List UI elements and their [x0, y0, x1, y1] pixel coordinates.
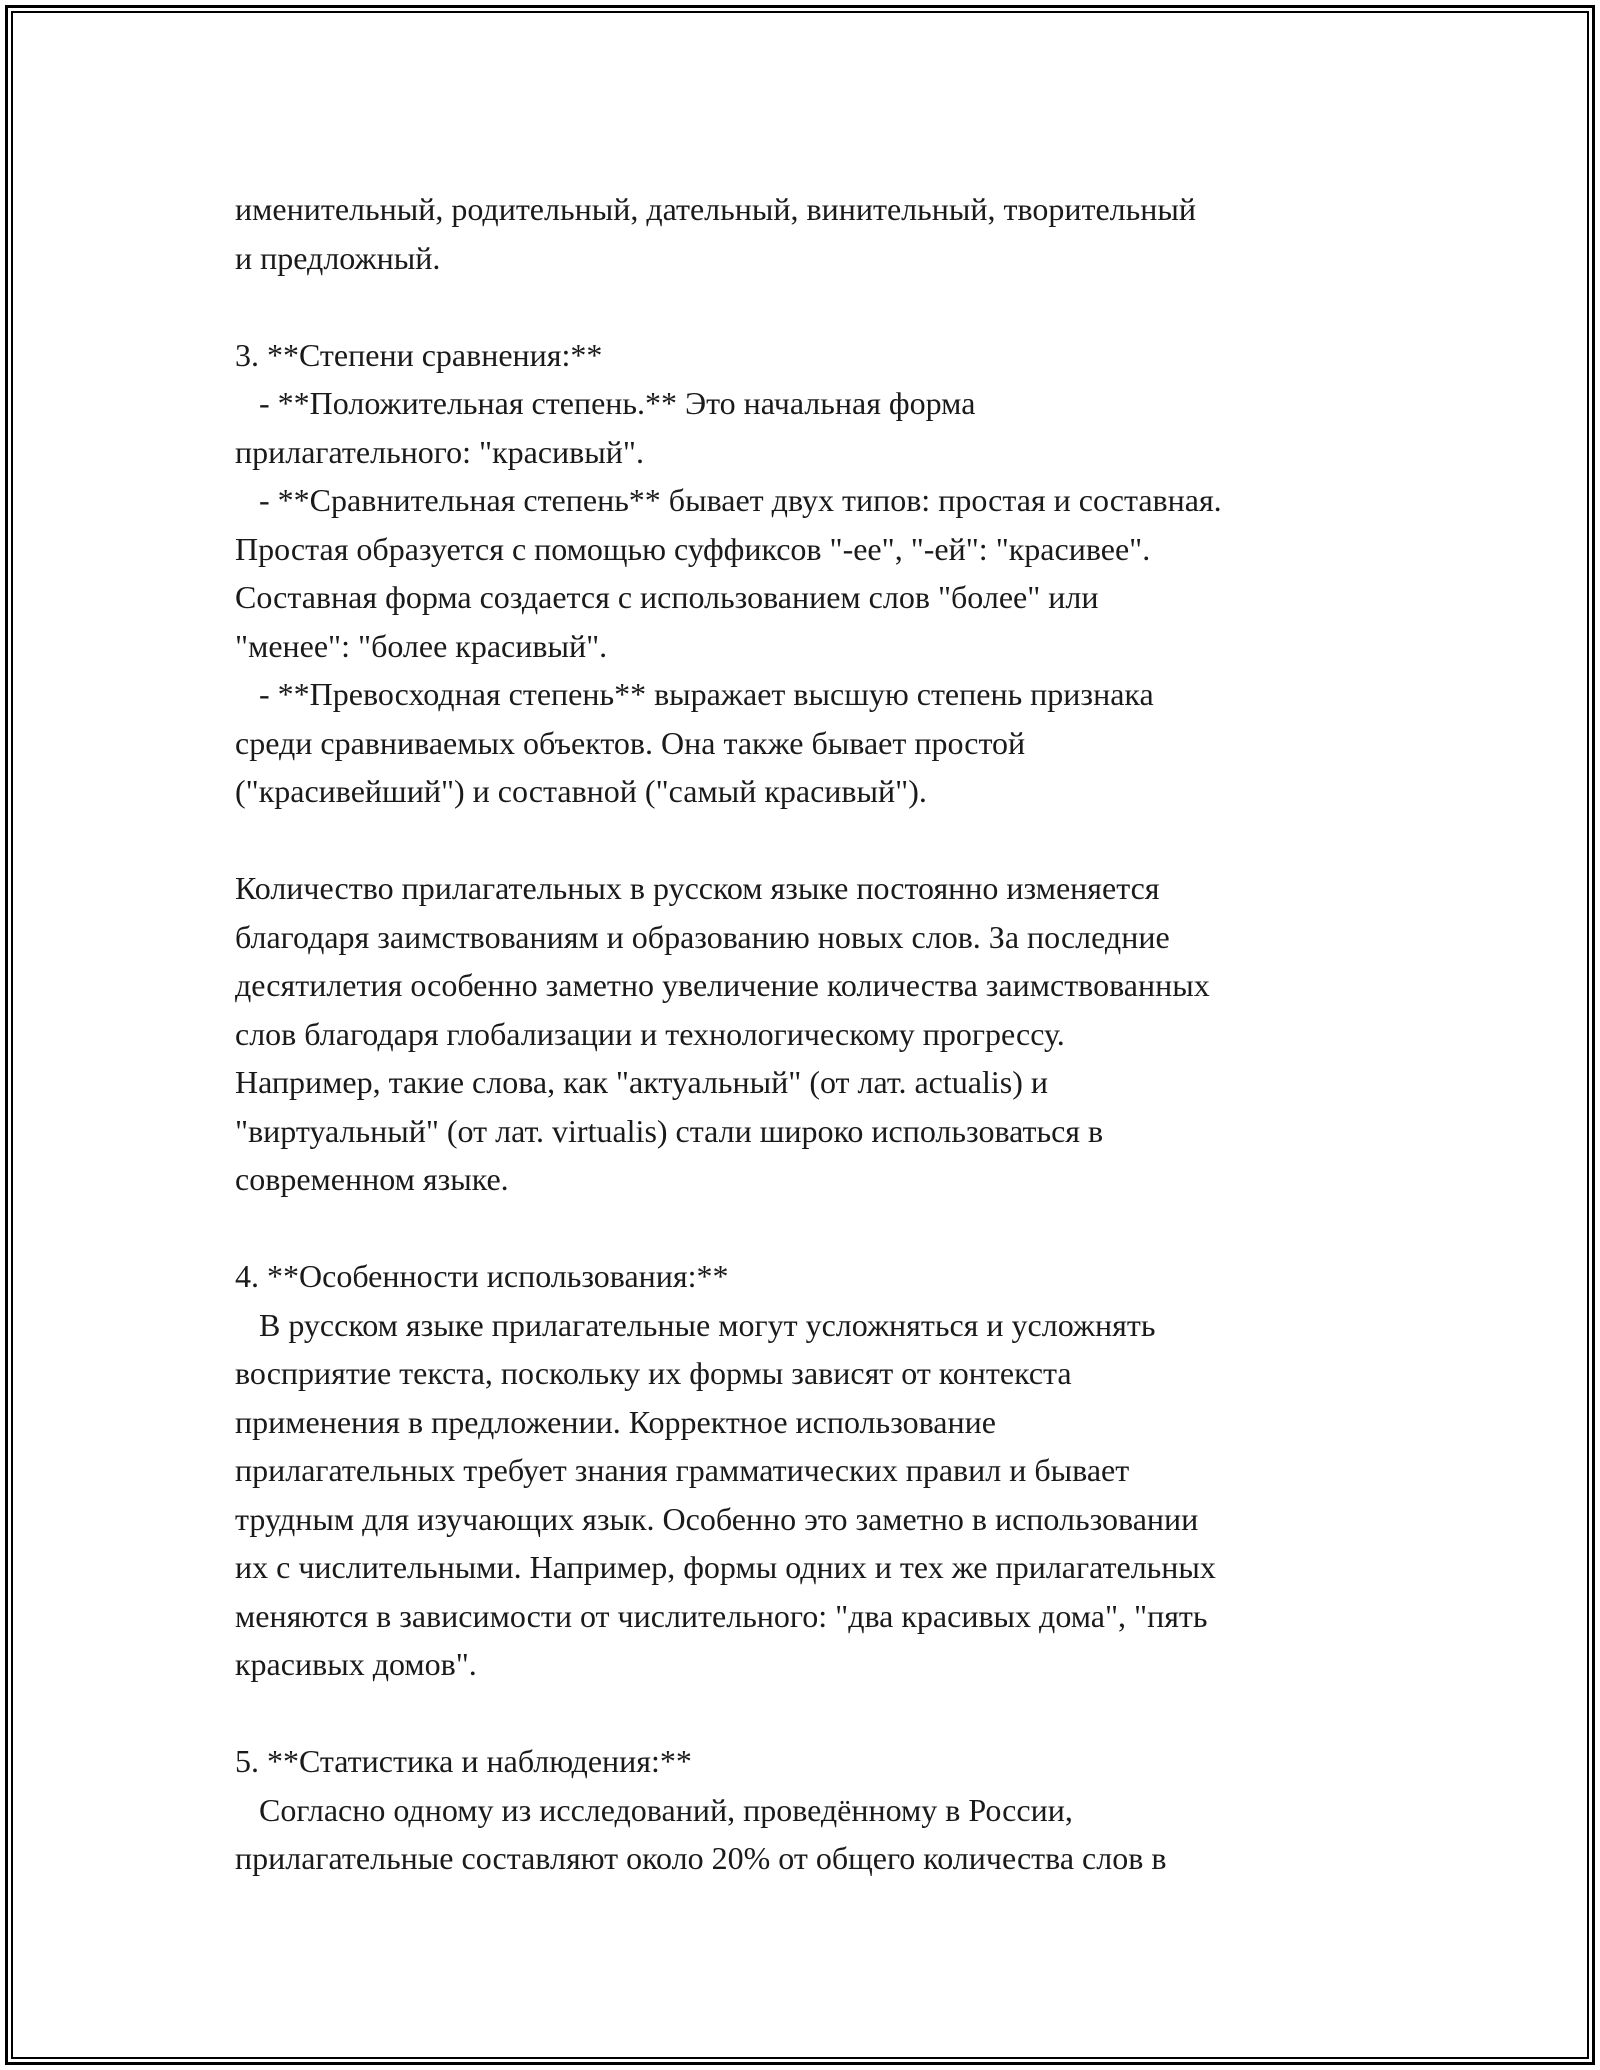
- text-line: применения в предложении. Корректное использование: [235, 1403, 996, 1440]
- text-line: трудным для изучающих язык. Особенно это заметно в использовании: [235, 1500, 1199, 1537]
- text-line: Количество прилагательных в русском языке постоянно изменяется: [235, 870, 1160, 906]
- text-line: среди сравниваемых объектов. Она также бывает простой: [235, 724, 1026, 761]
- text-line: и предложный.: [235, 239, 441, 276]
- blank-line: [235, 1689, 1415, 1738]
- text-line: десятилетия особенно заметно увеличение количества заимствованных: [235, 967, 1210, 1003]
- text-line: Составная форма создается с использованием слов "более" или: [235, 579, 1099, 615]
- document-text: [235, 185, 1415, 1883]
- text-line: ("красивейший") и составной ("самый красивый").: [235, 773, 927, 809]
- text-line: 4. **Особенности использования:**: [235, 1258, 729, 1294]
- text-line: современном языке.: [235, 1161, 509, 1197]
- text-line: Например, такие слова, как "актуальный" (от лат. actualis) и: [235, 1064, 1048, 1100]
- text-line: меняются в зависимости от числительного: "два красивых дома", "пять: [235, 1597, 1208, 1634]
- text-line: прилагательные составляют около 20% от общего количества слов в: [235, 1840, 1167, 1876]
- text-line: прилагательного: "красивый".: [235, 433, 644, 470]
- blank-line: [235, 1204, 1415, 1253]
- text-line: - **Положительная степень.** Это начальная форма: [235, 385, 976, 421]
- blank-line: [235, 816, 1415, 865]
- text-line: благодаря заимствованиям и образованию новых слов. За последние: [235, 918, 1170, 955]
- text-line: прилагательных требует знания грамматических правил и бывает: [235, 1452, 1130, 1488]
- text-line: 3. **Степени сравнения:**: [235, 336, 603, 373]
- text-line: красивых домов".: [235, 1646, 477, 1682]
- text-line: Простая образуется с помощью суффиксов "-ее", "-ей": "красивее".: [235, 530, 1151, 567]
- text-line: "виртуальный" (от лат. virtualis) стали широко использоваться в: [235, 1112, 1104, 1149]
- text-line: В русском языке прилагательные могут усложняться и усложнять: [235, 1306, 1156, 1343]
- text-line: 5. **Статистика и наблюдения:**: [235, 1743, 692, 1779]
- text-line: слов благодаря глобализации и технологическому прогрессу.: [235, 1015, 1065, 1052]
- text-line: восприятие текста, поскольку их формы зависят от контекста: [235, 1355, 1072, 1391]
- text-line: Согласно одному из исследований, проведённому в России,: [235, 1791, 1073, 1828]
- text-line: - **Превосходная степень** выражает высшую степень признака: [235, 676, 1154, 712]
- blank-line: [235, 282, 1415, 331]
- text-line: "менее": "более красивый".: [235, 627, 608, 664]
- text-line: их с числительными. Например, формы одних и тех же прилагательных: [235, 1549, 1216, 1585]
- text-line: - **Сравнительная степень** бывает двух типов: простая и составная.: [235, 482, 1222, 518]
- text-line: именительный, родительный, дательный, винительный, творительный: [235, 191, 1196, 227]
